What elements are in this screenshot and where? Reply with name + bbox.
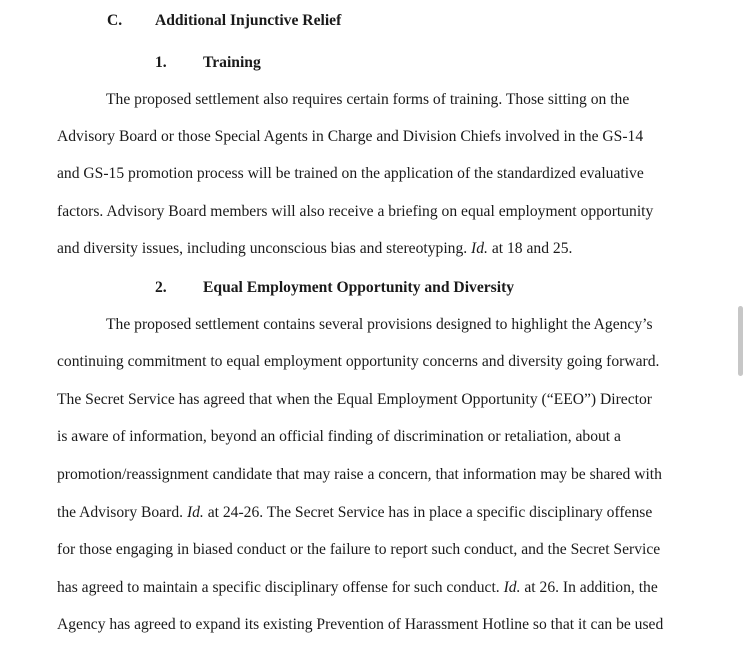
paragraph-line: The proposed settlement also requires certain forms of training. Those sitting on the <box>106 91 630 108</box>
line-text: at 18 and 25. <box>487 240 573 257</box>
section-c-title: Additional Injunctive Relief <box>155 12 342 29</box>
paragraph-line <box>57 579 658 597</box>
citation: Id. <box>186 504 204 521</box>
line-text: has agreed to maintain a specific disciplinary offense for such conduct. <box>57 579 504 596</box>
section-c-heading <box>107 12 342 30</box>
paragraph-line <box>57 504 652 522</box>
line-text: the Advisory Board. <box>57 504 187 521</box>
paragraph-line: factors. Advisory Board members will also receive a briefing on equal employment opportunity <box>57 203 654 220</box>
line-text: at 26. In addition, the <box>520 579 658 596</box>
paragraph-line: and GS-15 promotion process will be trained on the application of the standardized evaluative <box>57 165 644 182</box>
paragraph-line: is aware of information, beyond an official finding of discrimination or retaliation, about a <box>57 428 621 445</box>
paragraph-line: The Secret Service has agreed that when the Equal Employment Opportunity (“EEO”) Director <box>57 391 652 408</box>
paragraph-line: continuing commitment to equal employment opportunity concerns and diversity going forward. <box>57 353 660 370</box>
line-text: at 24-26. The Secret Service has in place a specific disciplinary offense <box>203 504 653 521</box>
paragraph-line: promotion/reassignment candidate that may raise a concern, that information may be shared with <box>57 466 662 483</box>
section-c-marker: C. <box>107 12 123 29</box>
subsection-2-title: Equal Employment Opportunity and Diversity <box>203 279 515 296</box>
subsection-2-heading <box>155 279 515 297</box>
subsection-2-marker: 2. <box>155 279 167 296</box>
paragraph-line: The proposed settlement contains several provisions designed to highlight the Agency’s <box>106 316 653 333</box>
paragraph-line <box>57 240 572 258</box>
paragraph-line: for those engaging in biased conduct or the failure to report such conduct, and the Secret Service <box>57 541 661 558</box>
citation: Id. <box>471 240 488 257</box>
paragraph-line: Advisory Board or those Special Agents in Charge and Division Chiefs involved in the GS-14 <box>57 128 644 145</box>
citation: Id. <box>503 579 521 596</box>
line-text: and diversity issues, including unconscious bias and stereotyping. <box>57 240 472 257</box>
vertical-scrollbar[interactable] <box>738 306 743 376</box>
subsection-1-heading <box>155 54 261 72</box>
subsection-1-title: Training <box>203 54 261 71</box>
subsection-1-marker: 1. <box>155 54 167 71</box>
paragraph-line: Agency has agreed to expand its existing Prevention of Harassment Hotline so that it can be used <box>57 616 664 633</box>
